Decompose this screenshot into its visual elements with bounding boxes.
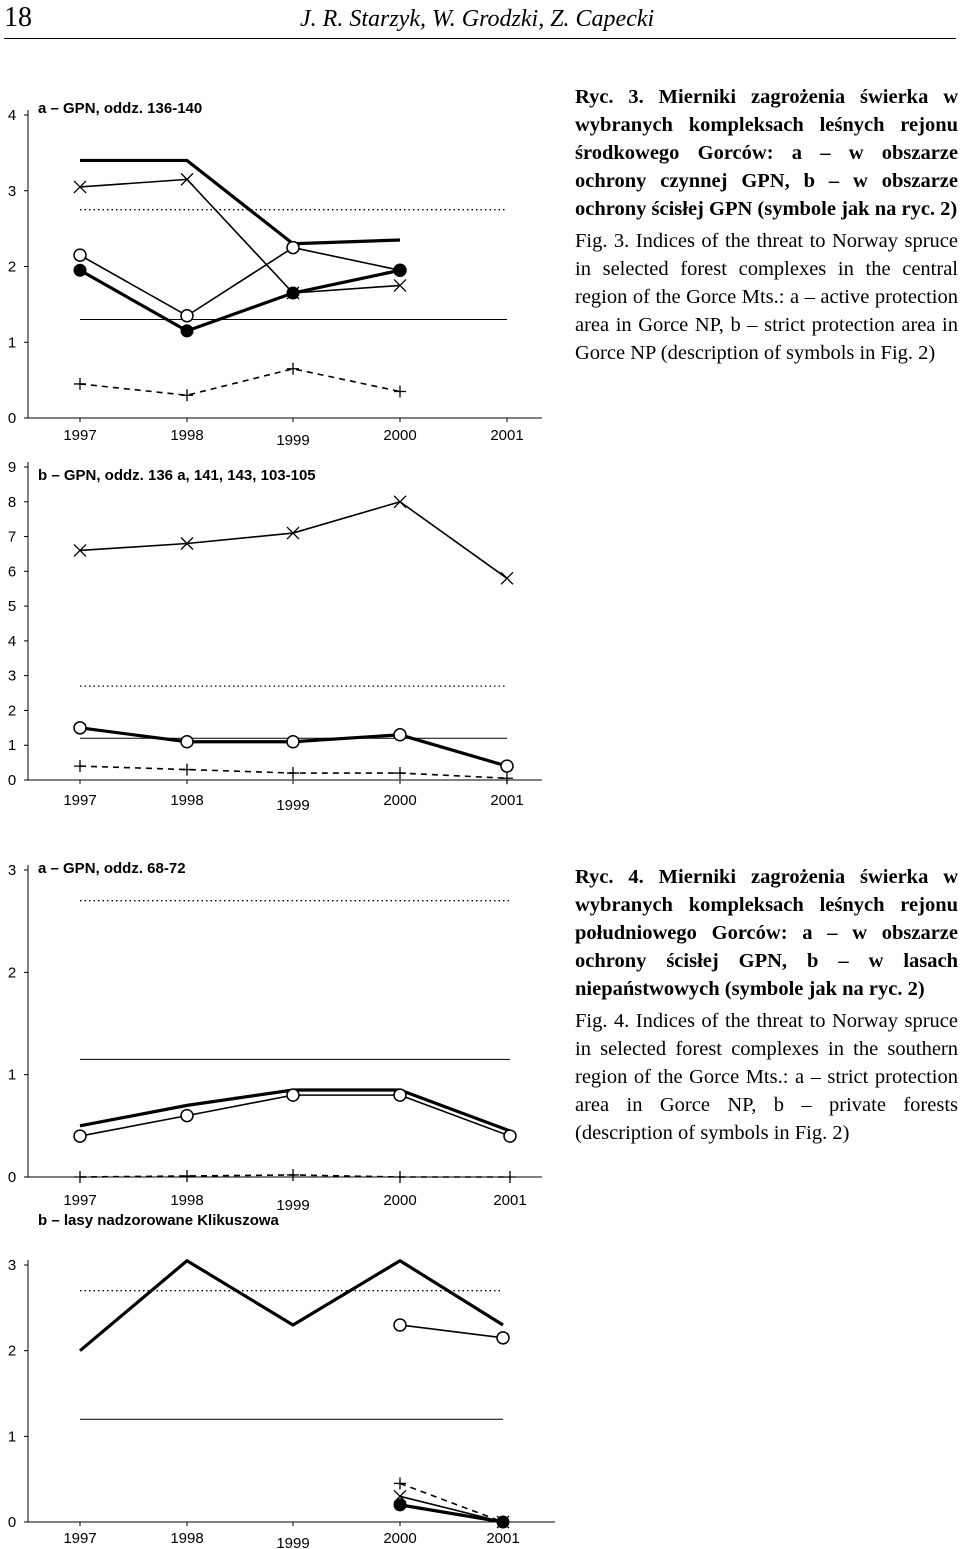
x-tick-label: 1999: [276, 797, 310, 814]
y-tick-label: 4: [7, 107, 17, 124]
y-tick-label: 0: [7, 772, 17, 789]
page-number: 18: [4, 2, 32, 33]
data-point-plus: [74, 378, 86, 390]
series-line-plus: [400, 1483, 503, 1522]
y-tick-label: 1: [7, 1066, 17, 1084]
data-point-circle: [394, 1089, 406, 1101]
data-point-x: [394, 496, 406, 508]
y-tick-label: 1: [7, 334, 17, 352]
panel-title: a – GPN, oddz. 68-72: [38, 860, 186, 877]
data-point-circle: [497, 1332, 509, 1344]
x-tick-label: 2000: [383, 1192, 417, 1209]
y-tick-label: 4: [7, 632, 17, 650]
chart-fig4b: [0, 1212, 560, 1549]
data-point-plus: [74, 760, 86, 772]
x-tick-label: 1999: [276, 1535, 310, 1549]
data-point-circle: [504, 1130, 516, 1142]
fig3-caption-pl: Ryc. 3. Mierniki zagrożenia świerka w wybranych kompleksach leśnych rejonu środkowego Gorców: a – w obszarze ochrony czynnej GPN, b – w obszarze ochrony ścisłej GPN (symbole jak na ryc. 2): [575, 86, 958, 220]
series-line-none: [80, 160, 400, 243]
data-point-plus: [287, 1169, 299, 1181]
data-point-plus: [287, 767, 299, 779]
data-point-dot: [394, 1499, 406, 1511]
x-tick-label: 1997: [63, 427, 97, 444]
series-line-none: [80, 1261, 503, 1351]
y-tick-label: 2: [7, 964, 17, 982]
data-point-circle: [74, 722, 86, 734]
x-tick-label: 1998: [170, 1192, 204, 1209]
data-point-dot: [74, 264, 86, 276]
chart-fig4a: [0, 855, 560, 1215]
data-point-plus: [394, 1477, 406, 1489]
y-tick-label: 0: [7, 410, 17, 427]
y-tick-label: 1: [7, 737, 17, 755]
data-point-plus: [394, 385, 406, 397]
data-point-circle: [287, 736, 299, 748]
header-rule: [4, 38, 956, 39]
data-point-plus: [504, 1171, 516, 1183]
x-tick-label: 1998: [170, 427, 204, 444]
x-tick-label: 1997: [63, 1192, 97, 1209]
x-tick-label: 2001: [490, 792, 524, 809]
y-tick-label: 7: [7, 528, 17, 546]
running-head-authors: J. R. Starzyk, W. Grodzki, Z. Capecki: [300, 6, 655, 32]
y-tick-label: 3: [7, 182, 17, 200]
fig3-caption-en: Fig. 3. Indices of the threat to Norway spruce in selected forest complexes in the central region of the Gorce Mts.: a – active protection area in Gorce NP, b – strict protection area in Gorce NP (description of symbols in Fig. 2): [575, 230, 958, 364]
fig4-caption-pl: Ryc. 4. Mierniki zagrożenia świerka w wybranych kompleksach leśnych rejonu południowego Gorców: a – w obszarze ochrony ścisłej GPN, b – w lasach niepaństwowych (symbole jak na ryc. 2): [575, 866, 958, 1000]
y-tick-label: 9: [7, 459, 17, 476]
chart-fig3b: [0, 455, 560, 815]
data-point-plus: [394, 767, 406, 779]
series-line-x: [80, 502, 507, 579]
data-point-dot: [287, 287, 299, 299]
panel-title: b – lasy nadzorowane Klikuszowa: [38, 1212, 279, 1229]
data-point-circle: [181, 310, 193, 322]
data-point-plus: [394, 1171, 406, 1183]
y-tick-label: 0: [7, 1514, 17, 1531]
y-tick-label: 8: [7, 493, 17, 511]
data-point-circle: [74, 249, 86, 261]
data-point-x: [501, 572, 513, 584]
fig4-caption-en: Fig. 4. Indices of the threat to Norway spruce in selected forest complexes in the southern region of the Gorce Mts.: a – strict protection area in Gorce NP, b – private forests (description of symbols in Fig. 2): [575, 1010, 958, 1144]
data-point-circle: [394, 729, 406, 741]
series-line-circle: [400, 1325, 503, 1338]
x-tick-label: 1997: [63, 792, 97, 809]
data-point-plus: [181, 764, 193, 776]
data-point-circle: [181, 1110, 193, 1122]
data-point-plus: [501, 772, 513, 784]
fig4-caption: [575, 863, 958, 1147]
x-tick-label: 2000: [383, 427, 417, 444]
series-line-x: [80, 179, 400, 293]
data-point-plus: [181, 389, 193, 401]
x-tick-label: 1999: [276, 1197, 310, 1214]
x-tick-label: 1998: [170, 792, 204, 809]
data-point-circle: [287, 1089, 299, 1101]
y-tick-label: 6: [7, 563, 17, 581]
y-tick-label: 3: [7, 667, 17, 685]
x-tick-label: 1998: [170, 1530, 204, 1547]
y-tick-label: 1: [7, 1428, 17, 1446]
x-tick-label: 1999: [276, 432, 310, 449]
y-tick-label: 2: [7, 258, 17, 276]
y-tick-label: 2: [7, 702, 17, 720]
data-point-dot: [497, 1516, 509, 1528]
data-point-dot: [181, 325, 193, 337]
y-tick-label: 3: [7, 862, 17, 879]
x-tick-label: 2001: [493, 1192, 527, 1209]
data-point-plus: [74, 1171, 86, 1183]
x-tick-label: 2001: [490, 427, 524, 444]
x-tick-label: 2000: [383, 792, 417, 809]
data-point-plus: [181, 1170, 193, 1182]
series-line-dot: [80, 270, 400, 331]
data-point-circle: [501, 760, 513, 772]
data-point-circle: [74, 1130, 86, 1142]
x-tick-label: 2001: [486, 1530, 520, 1547]
x-tick-label: 1997: [63, 1530, 97, 1547]
chart-fig3a: [0, 95, 560, 455]
data-point-dot: [394, 264, 406, 276]
series-line-dot: [400, 1505, 503, 1522]
data-point-circle: [287, 242, 299, 254]
data-point-circle: [181, 736, 193, 748]
fig3-caption: [575, 83, 958, 367]
panel-title: b – GPN, oddz. 136 a, 141, 143, 103-105: [38, 467, 316, 484]
y-tick-label: 0: [7, 1169, 17, 1186]
data-point-plus: [287, 363, 299, 375]
y-tick-label: 2: [7, 1342, 17, 1360]
y-tick-label: 3: [7, 1257, 17, 1274]
panel-title: a – GPN, oddz. 136-140: [38, 100, 203, 117]
y-tick-label: 5: [7, 598, 17, 616]
series-line-plus: [80, 369, 400, 396]
x-tick-label: 2000: [383, 1530, 417, 1547]
page-header: [0, 0, 960, 40]
data-point-circle: [394, 1319, 406, 1331]
